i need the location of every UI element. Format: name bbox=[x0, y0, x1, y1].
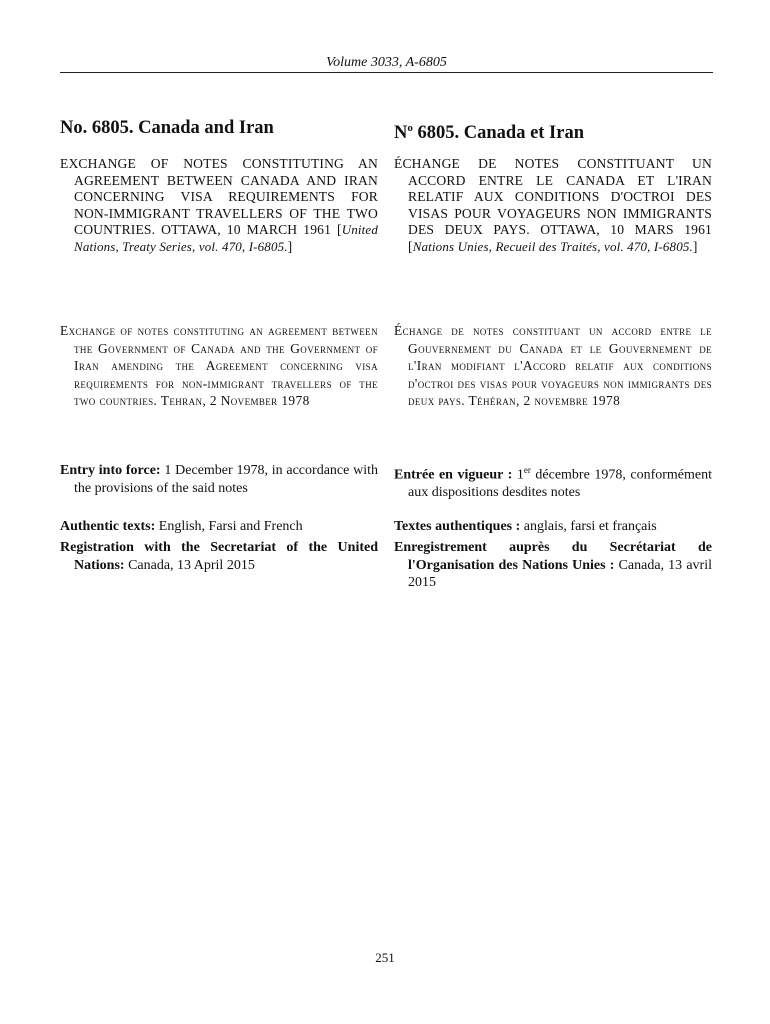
french-registration bbox=[394, 539, 712, 592]
french-original-agreement-text: ÉCHANGE DE NOTES CONSTITUANT UN ACCORD ENTRE LE CANADA ET L'IRAN RELATIF AUX CONDITIONS D'OCTROI DES VISAS POUR VOYAGEURS NON IMMIGRANTS DES DEUX PAYS. OTTAWA, 10 MARS 1961 [ bbox=[394, 156, 712, 254]
french-entry-into-force-sup: er bbox=[523, 465, 531, 475]
french-entry-into-force-label: Entrée en vigueur : bbox=[394, 467, 513, 483]
french-entry-into-force-text: décembre 1978, conformément aux dispositions desdites notes bbox=[408, 467, 712, 501]
english-authentic-texts-label: Authentic texts: bbox=[60, 519, 156, 534]
french-title-prefix: N bbox=[394, 123, 408, 144]
french-authentic-texts-text: anglais, farsi et français bbox=[520, 519, 657, 534]
english-entry-into-force-label: Entry into force: bbox=[60, 463, 161, 478]
french-registration-label: Enregistrement auprès du Secrétariat de l'Organisation des Nations Unies : bbox=[394, 540, 712, 573]
english-column bbox=[60, 116, 378, 574]
english-entry-into-force-text: 1 December 1978, in accordance with the provisions of the said notes bbox=[74, 463, 378, 496]
french-entry-into-force bbox=[394, 462, 712, 518]
header-rule bbox=[60, 72, 713, 73]
english-authentic-texts-text: English, Farsi and French bbox=[155, 519, 303, 534]
english-original-close: ] bbox=[287, 238, 293, 254]
french-title-rest: 6805. Canada et Iran bbox=[412, 123, 585, 144]
english-original-agreement bbox=[60, 156, 378, 322]
running-head: Volume 3033, A-6805 bbox=[326, 55, 447, 70]
french-authentic-texts bbox=[394, 518, 712, 539]
english-title: No. 6805. Canada and Iran bbox=[60, 118, 274, 138]
english-original-agreement-text: EXCHANGE OF NOTES CONSTITUTING AN AGREEMENT BETWEEN CANADA AND IRAN CONCERNING VISA REQUIREMENTS FOR NON-IMMIGRANT TRAVELLERS OF THE TWO COUNTRIES. OTTAWA, 10 MARCH 1961 [ bbox=[60, 156, 378, 237]
french-column bbox=[394, 116, 712, 592]
english-registration bbox=[60, 539, 378, 574]
english-registration-label: Registration with the Secretariat of the United Nations: bbox=[60, 540, 378, 573]
french-original-agreement bbox=[394, 156, 712, 322]
english-registration-text: Canada, 13 April 2015 bbox=[124, 557, 255, 573]
french-original-close: ] bbox=[692, 238, 698, 254]
french-amendment: Échange de notes constituant un accord entre le Gouvernement du Canada et le Gouvernement de l'Iran modifiant l'Accord relatif aux conditions d'octroi des visas pour voyageurs non immigrants des deux pays. Téhéran, 2 novembre 1978 bbox=[394, 323, 712, 408]
french-title bbox=[394, 116, 712, 156]
french-authentic-texts-label: Textes authentiques : bbox=[394, 519, 521, 534]
english-amendment: Exchange of notes constituting an agreement between the Government of Canada and the Government of Iran amending the Agreement concerning visa requirements for non-immigrant travellers of the two countries. Tehran, 2 November 1978 bbox=[60, 323, 378, 408]
french-title-sup: o bbox=[407, 122, 413, 134]
english-original-citation: United Nations, Treaty Series, vol. 470, I-6805. bbox=[74, 222, 378, 254]
page-number: 251 bbox=[375, 950, 395, 965]
english-authentic-texts bbox=[60, 518, 378, 539]
french-entry-into-force-pre: 1 bbox=[512, 467, 524, 483]
french-original-citation: Nations Unies, Recueil des Traités, vol. 470, I-6805. bbox=[412, 238, 693, 254]
french-registration-text: Canada, 13 avril 2015 bbox=[408, 557, 712, 590]
english-entry-into-force bbox=[60, 462, 378, 518]
